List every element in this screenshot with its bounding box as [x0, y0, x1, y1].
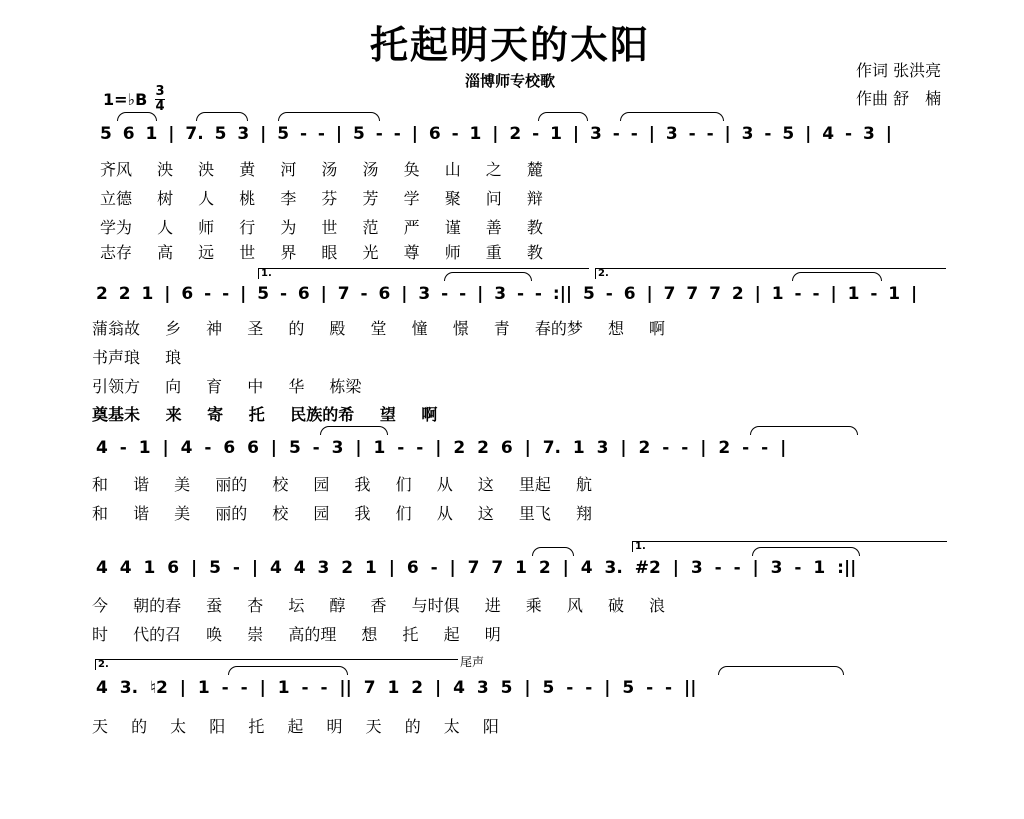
- lyricist-credit: 作词 张洪亮: [856, 61, 942, 80]
- volta-label: 2.: [598, 268, 609, 279]
- volta-label: 2.: [98, 659, 109, 670]
- lyric-verse-2: 时 代的召 唤 崇 高的理 想 托 起 明: [92, 625, 501, 644]
- lyric-verse-4: 奠基未 来 寄 托 民族的希 望 啊: [92, 405, 438, 424]
- song-title: 托起明天的太阳: [369, 23, 650, 67]
- tie: [228, 666, 348, 675]
- composer-credit: 作曲 舒 楠: [856, 89, 942, 108]
- lyric-verse-1: 和 谐 美 丽的 校 园 我 们 从 这 里起 航: [92, 475, 592, 494]
- lyric-verse-1: 今 朝的春 蚕 杏 坛 醇 香 与时俱 进 乘 风 破 浪: [92, 596, 666, 615]
- lyric-verse-2: 书声琅 琅: [92, 348, 182, 367]
- tie: [718, 666, 844, 675]
- meter-top: 3: [155, 84, 165, 99]
- tie: [444, 272, 532, 281]
- lyric-verse-2: 立德 树 人 桃 李 芬 芳 学 聚 问 辩: [100, 189, 543, 208]
- lyric-verse-3: 学为 人 师 行 为 世 范 严 谨 善 教: [100, 218, 543, 237]
- slur: [538, 112, 588, 121]
- key-signature: 1=♭B: [103, 90, 148, 109]
- tie: [750, 426, 858, 435]
- volta-bracket-first: [258, 268, 589, 279]
- notation-line: 4 3. ♮2 | 1 - - | 1 - - || 7 1 2 | 4 3 5 | 5 - - | 5 - - ||: [96, 678, 697, 698]
- tie: [792, 272, 882, 281]
- notation-line: 5 6 1 | 7. 5 3 | 5 - - | 5 - - | 6 - 1 | 2 - 1 | 3 - - | 3 - - | 3 - 5 | 4 - 3 |: [100, 124, 892, 144]
- notation-line: 4 - 1 | 4 - 6 6 | 5 - 3 | 1 - - | 2 2 6 | 7. 1 3 | 2 - - | 2 - - |: [96, 438, 787, 458]
- coda-label: 尾声: [460, 655, 485, 669]
- slur: [117, 112, 157, 121]
- lyric-verse-1: 蒲翁故 乡 神 圣 的 殿 堂 憧 憬 青 春的梦 想 啊: [92, 319, 666, 338]
- lyric-verse-1: 天 的 太 阳 托 起 明 天 的 太 阳: [92, 717, 499, 736]
- volta-bracket-second: [595, 268, 946, 279]
- notation-line: 4 4 1 6 | 5 - | 4 4 3 2 1 | 6 - | 7 7 1 2 | 4 3. #2 | 3 - - | 3 - 1 :||: [96, 558, 857, 578]
- slur: [196, 112, 248, 121]
- meter-bottom: 4: [155, 99, 165, 114]
- slur: [320, 426, 388, 435]
- slur: [532, 547, 574, 556]
- tie: [752, 547, 860, 556]
- lyric-verse-4: 志存 高 远 世 界 眼 光 尊 师 重 教: [100, 243, 543, 262]
- volta-label: 1.: [635, 541, 646, 552]
- song-subtitle: 淄博师专校歌: [464, 72, 555, 90]
- tie: [620, 112, 724, 121]
- notation-line: 2 2 1 | 6 - - | 5 - 6 | 7 - 6 | 3 - - | 3 - - :|| 5 - 6 | 7 7 7 2 | 1 - - | 1 - 1 |: [96, 284, 918, 304]
- lyric-verse-2: 和 谐 美 丽的 校 园 我 们 从 这 里飞 翔: [92, 504, 592, 523]
- lyric-verse-1: 齐风 泱 泱 黄 河 汤 汤 奂 山 之 麓: [100, 160, 543, 179]
- volta-label: 1.: [261, 268, 272, 279]
- time-signature: [155, 86, 165, 113]
- tie: [278, 112, 380, 121]
- lyric-verse-3: 引领方 向 育 中 华 栋梁: [92, 377, 362, 396]
